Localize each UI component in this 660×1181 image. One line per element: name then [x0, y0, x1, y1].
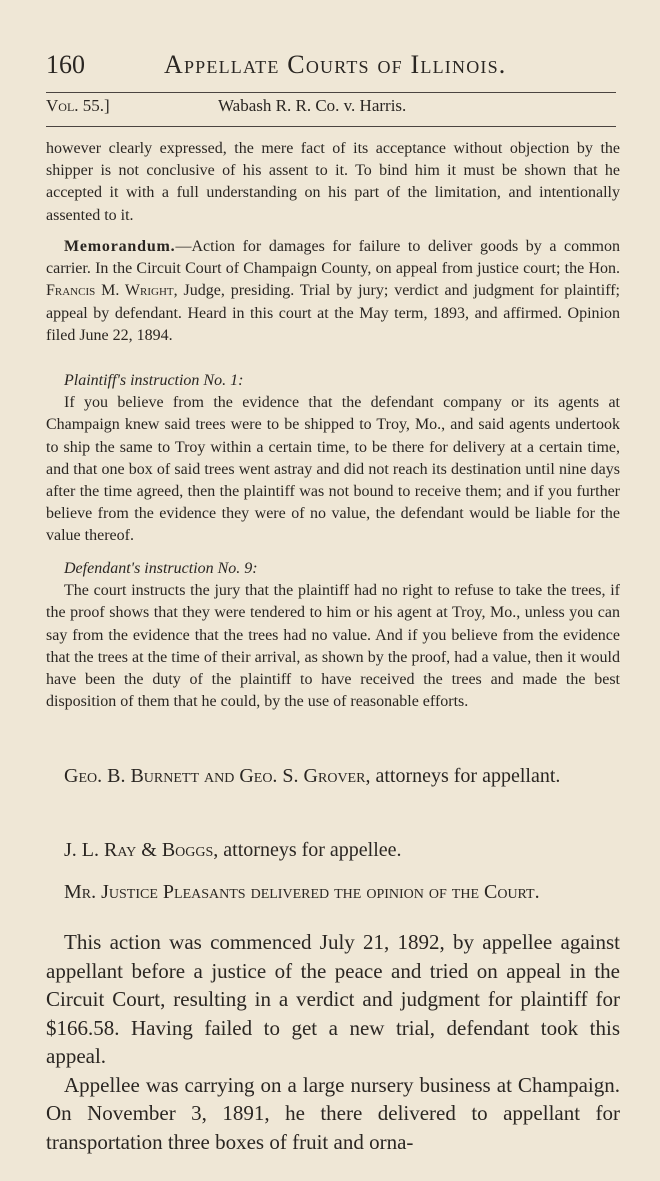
page-number: 160: [46, 50, 85, 79]
case-name: Wabash R. R. Co. v. Harris.: [218, 96, 407, 115]
memorandum-block: [46, 236, 620, 347]
defendant-instruction-block: [46, 558, 620, 713]
appellee-attorney-names: J. L. Ray & Boggs: [64, 839, 214, 861]
appellee-attorney-role: , attorneys for appellee.: [213, 839, 402, 861]
opinion-heading-block: [46, 880, 620, 905]
plaintiff-instruction-block: [46, 370, 620, 548]
plaintiff-instruction-heading: Plaintiff's instruction No. 1:: [64, 372, 244, 389]
opinion-paragraph: Appellee was carrying on a large nursery business at Champaign. On November 3, 1891, he there delivered to appellant for transportation three boxes of fruit and orna-: [46, 1072, 620, 1154]
opinion-body: [46, 928, 620, 1156]
defendant-instruction-text: The court instructs the jury that the plaintiff had no right to refuse to take the trees, if the proof shows that they were tendered to him or his agent at Troy, Mo., unless you can say from the evidence that the trees had no value. And if you believe from the evidence that the trees at the time of their arrival, as shown by the proof, had a value, then it would have been the duty of the plaintiff to have received the trees and made the best disposition of them that he could, by the use of reasonable efforts.: [46, 582, 620, 711]
opening-paragraph-block: [46, 138, 620, 227]
appellant-attorneys-block: [46, 764, 620, 789]
opening-paragraph: however clearly expressed, the mere fact of its acceptance without objection by the shipper is not conclusive of his assent to it. To bind him it must be shown that he accepted it with a full understanding on his part of the limitation, and intentionally assented to it.: [46, 140, 620, 224]
memorandum-paragraph: [46, 236, 620, 347]
header-rule: [46, 92, 616, 93]
case-line-rule: [46, 126, 616, 127]
memorandum-rest: , Judge, presiding. Trial by jury; verdict and judgment for plaintiff; appeal by defendant. Heard in this court at the May term, 1893, and affirmed. Opinion filed June 22, 1894.: [46, 282, 620, 344]
appellant-attorney-names: Geo. B. Burnett and Geo. S. Grover: [64, 765, 366, 787]
defendant-instruction-heading: Defendant's instruction No. 9:: [64, 560, 258, 577]
memorandum-heading: Memorandum.: [64, 238, 176, 255]
plaintiff-instruction-text: If you believe from the evidence that the defendant company or its agents at Champaign knew said trees were to be shipped to Troy, Mo., and said agents undertook to ship the same to Troy within a certain time, to be there for delivery at a certain time, and that one box of said trees went astray and did not reach its destination until nine days after the time agreed, then the plaintiff was not bound to receive them; and if you further believe from the evidence they were of no value, the defendant would be liable for the value thereof.: [46, 394, 620, 545]
page-header: [46, 50, 616, 90]
opinion-paragraph: This action was commenced July 21, 1892, by appellee against appellant before a justice of the peace and tried on appeal in the Circuit Court, resulting in a verdict and judgment for plaintiff for $166.58. Having failed to get a new trial, defendant took this appeal.: [46, 930, 620, 1068]
appellant-attorneys: [46, 764, 620, 789]
appellee-attorneys: [46, 838, 620, 863]
opinion-heading: Mr. Justice Pleasants delivered the opinion of the Court.: [64, 881, 540, 903]
memorandum-intro: —Action for damages for failure to deliver goods by a common carrier. In the Circuit Court of Champaign County, on appeal from justice court; the Hon.: [46, 238, 620, 278]
judge-name: Francis M. Wright: [46, 282, 174, 300]
running-title: Appellate Courts of Illinois.: [164, 50, 507, 79]
volume-label: Vol. 55.]: [46, 96, 110, 115]
appellant-attorney-role: , attorneys for appellant.: [365, 765, 561, 787]
appellee-attorneys-block: [46, 838, 620, 863]
